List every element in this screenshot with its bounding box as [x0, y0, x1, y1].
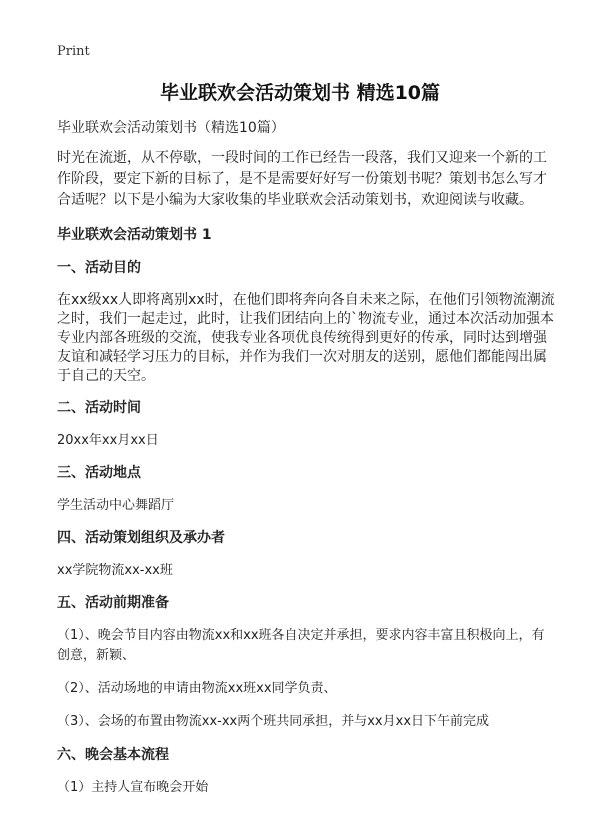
section-text-location: 学生活动中心舞蹈厅 [57, 498, 175, 513]
document-subtitle: 毕业联欢会活动策划书（精选10篇） [57, 120, 285, 136]
prep-item: （1）、晚会节目内容由物流xx和xx班各自决定并承担，要求内容丰富且积极向上，有创意，新颖、 [57, 628, 545, 663]
section-heading-location: 三、活动地点 [57, 465, 141, 481]
prep-item: （2）、活动场地的申请由物流xx班xx同学负责、 [57, 681, 337, 696]
section-text-purpose: 在xx级xx人即将离别xx时，在他们即将奔向各自未来之际，在他们引领物流潮流之时，我们一起走过，此时，让我们团结向上的`物流专业，通过本次活动加强本专业内部各班级的交流，使我专业各项优良传统得到更好的传承，同时达到增强友谊和减轻学习压力的目标，并作为我们一次对朋友的送别，愿他们都能闯出属于自己的天空。 [57, 292, 555, 384]
plan-heading: 毕业联欢会活动策划书 1 [57, 227, 212, 243]
document-title: 毕业联欢会活动策划书 精选10篇 [159, 82, 441, 104]
section-heading-time: 二、活动时间 [57, 400, 141, 416]
section-text-organizer: xx学院物流xx-xx班 [57, 563, 173, 578]
section-heading-purpose: 一、活动目的 [57, 260, 141, 276]
section-heading-preparation: 五、活动前期准备 [57, 595, 169, 611]
document-body [57, 118, 557, 811]
flow-item: （1）主持人宣布晚会开始 [57, 780, 209, 795]
prep-item: （3）、会场的布置由物流xx-xx两个班共同承担，并与xx月xx日下午前完成 [57, 714, 490, 729]
intro-paragraph: 时光在流逝，从不停歇，一段时间的工作已经告一段落，我们又迎来一个新的工作阶段，要定下新的目标了，是不是需要好好写一份策划书呢？策划书怎么写才合适呢？以下是小编为大家收集的毕业联欢会活动策划书，欢迎阅读与收藏。 [57, 150, 547, 208]
section-text-time: 20xx年xx月xx日 [57, 433, 159, 448]
section-heading-organizer: 四、活动策划组织及承办者 [57, 530, 225, 546]
print-link[interactable]: Print [57, 44, 90, 59]
section-heading-flow: 六、晚会基本流程 [57, 747, 169, 763]
